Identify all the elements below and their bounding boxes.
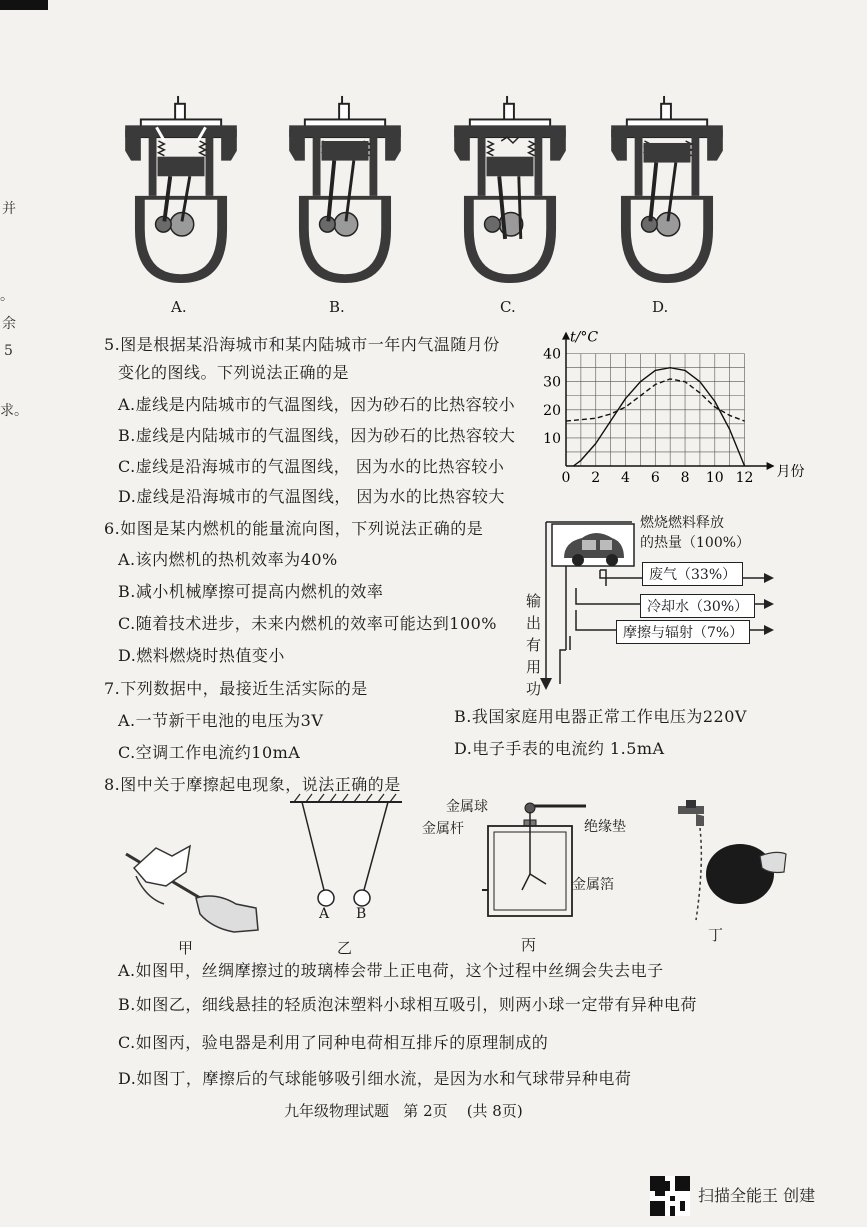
- page-footer: 九年级物理试题 第 2页 (共 8页): [284, 1102, 523, 1120]
- q7-option-c: C.空调工作电流约10mA: [118, 743, 301, 762]
- q6-option-d: D.燃料燃烧时热值变小: [118, 646, 285, 665]
- chart-y-tick-label: 30: [543, 374, 561, 391]
- flow-exhaust-box: 废气（33%）: [642, 562, 743, 586]
- chart-x-tick-label: 10: [705, 470, 724, 486]
- flow-cooling-box: 冷却水（30%）: [640, 594, 755, 618]
- margin-fragment: 并: [2, 201, 16, 217]
- flow-source-label-2: 的热量（100%）: [640, 535, 751, 551]
- q5-option-c: C.虚线是沿海城市的气温图线， 因为水的比热容较小: [118, 457, 505, 476]
- chart-x-tick-label: 8: [680, 470, 690, 486]
- figure-bing-electroscope: [470, 794, 590, 924]
- ball-a-label: A: [319, 906, 330, 922]
- figure-yi-label: 乙: [337, 939, 353, 957]
- scanner-watermark: 扫描全能王 创建: [698, 1186, 816, 1205]
- engine-figure-b: [284, 94, 406, 284]
- flow-source-label-1: 燃烧燃料释放: [640, 515, 724, 531]
- chart-y-tick-label: 20: [543, 402, 561, 419]
- flow-output-char: 出: [526, 614, 542, 632]
- figure-bing-label: 丙: [521, 936, 537, 954]
- q7-option-b: B.我国家庭用电器正常工作电压为220V: [454, 707, 747, 726]
- margin-fragment: 求。: [0, 403, 28, 419]
- q5-option-b: B.虚线是内陆城市的气温图线，因为砂石的比热容较大: [118, 426, 516, 445]
- q8-option-c: C.如图丙，验电器是利用了同种电荷相互排斥的原理制成的: [118, 1033, 549, 1052]
- metal-foil-label: 金属箔: [572, 877, 614, 893]
- q6-option-b: B.减小机械摩擦可提高内燃机的效率: [118, 582, 384, 601]
- engine-label-d: D.: [652, 298, 669, 316]
- insulator-label: 绝缘垫: [584, 819, 626, 835]
- qr-code-icon: [650, 1176, 690, 1216]
- flow-output-char: 功: [526, 680, 542, 698]
- chart-x-tick-label: 2: [591, 470, 601, 486]
- q6-stem: 6.如图是某内燃机的能量流向图，下列说法正确的是: [104, 519, 484, 538]
- chart-x-axis-label: 月份: [776, 464, 805, 480]
- margin-fragment: 余: [2, 316, 16, 332]
- engine-label-a: A.: [171, 298, 187, 316]
- q7-option-a: A.一节新干电池的电压为3V: [118, 711, 324, 730]
- figure-jia-glass-rod: [116, 838, 266, 938]
- q7-option-d: D.电子手表的电流约 1.5mA: [454, 739, 665, 758]
- chart-y-axis-label: t/°C: [570, 329, 599, 346]
- q5-option-a: A.虚线是内陆城市的气温图线，因为砂石的比热容较小: [118, 395, 516, 414]
- q5-stem-line2: 变化的图线。下列说法正确的是: [118, 363, 350, 382]
- q5-option-d: D.虚线是沿海城市的气温图线， 因为水的比热容较大: [118, 487, 505, 506]
- q8-option-a: A.如图甲，丝绸摩擦过的玻璃棒会带上正电荷，这个过程中丝绸会失去电子: [118, 961, 664, 980]
- engine-figure-a: [120, 94, 242, 284]
- chart-x-tick-label: 4: [621, 470, 630, 486]
- engine-label-b: B.: [329, 298, 345, 316]
- chart-x-tick-label: 6: [650, 470, 660, 486]
- chart-x-tick-label: 0: [561, 470, 571, 486]
- q8-option-d: D.如图丁，摩擦后的气球能够吸引细水流，是因为水和气球带异种电荷: [118, 1069, 632, 1088]
- flow-output-label: [526, 590, 541, 700]
- q8-stem: 8.图中关于摩擦起电现象，说法正确的是: [104, 775, 401, 794]
- chart-x-arrow: [767, 462, 775, 470]
- q6-option-c: C.随着技术进步，未来内燃机的效率可能达到100%: [118, 614, 498, 633]
- chart-x-tick-label: 12: [735, 470, 754, 486]
- chart-y-arrow: [562, 332, 570, 340]
- flow-output-char: 有: [526, 636, 542, 654]
- q5-stem-line1: 5.图是根据某沿海城市和某内陆城市一年内气温随月份: [104, 335, 500, 354]
- q6-option-a: A.该内燃机的热机效率为40%: [118, 550, 338, 569]
- chart-y-tick-label: 40: [543, 346, 561, 363]
- q7-stem: 7.下列数据中，最接近生活实际的是: [104, 679, 368, 698]
- flow-friction-box: 摩擦与辐射（7%）: [616, 620, 750, 644]
- figure-ding-label: 丁: [708, 926, 724, 944]
- figure-jia-label: 甲: [178, 939, 194, 957]
- metal-rod-label: 金属杆: [422, 821, 464, 837]
- q8-option-b: B.如图乙，细线悬挂的轻质泡沫塑料小球相互吸引，则两小球一定带有异种电荷: [118, 995, 697, 1014]
- engine-label-c: C.: [500, 298, 516, 316]
- margin-fragment: 5: [4, 343, 13, 359]
- metal-ball-label: 金属球: [446, 799, 488, 815]
- ball-b-label: B: [356, 906, 367, 922]
- scan-edge-mark: [0, 0, 48, 10]
- figure-ding-balloon-faucet: [660, 796, 790, 926]
- engine-figure-d: [606, 94, 728, 284]
- flow-output-char: 输: [526, 592, 542, 610]
- engine-figure-c: [449, 94, 571, 284]
- margin-fragment: 。: [0, 288, 14, 304]
- flow-output-char: 用: [526, 658, 542, 676]
- temperature-chart: [530, 326, 805, 486]
- figure-yi-hanging-balls: [286, 794, 406, 924]
- chart-y-tick-label: 10: [543, 430, 561, 447]
